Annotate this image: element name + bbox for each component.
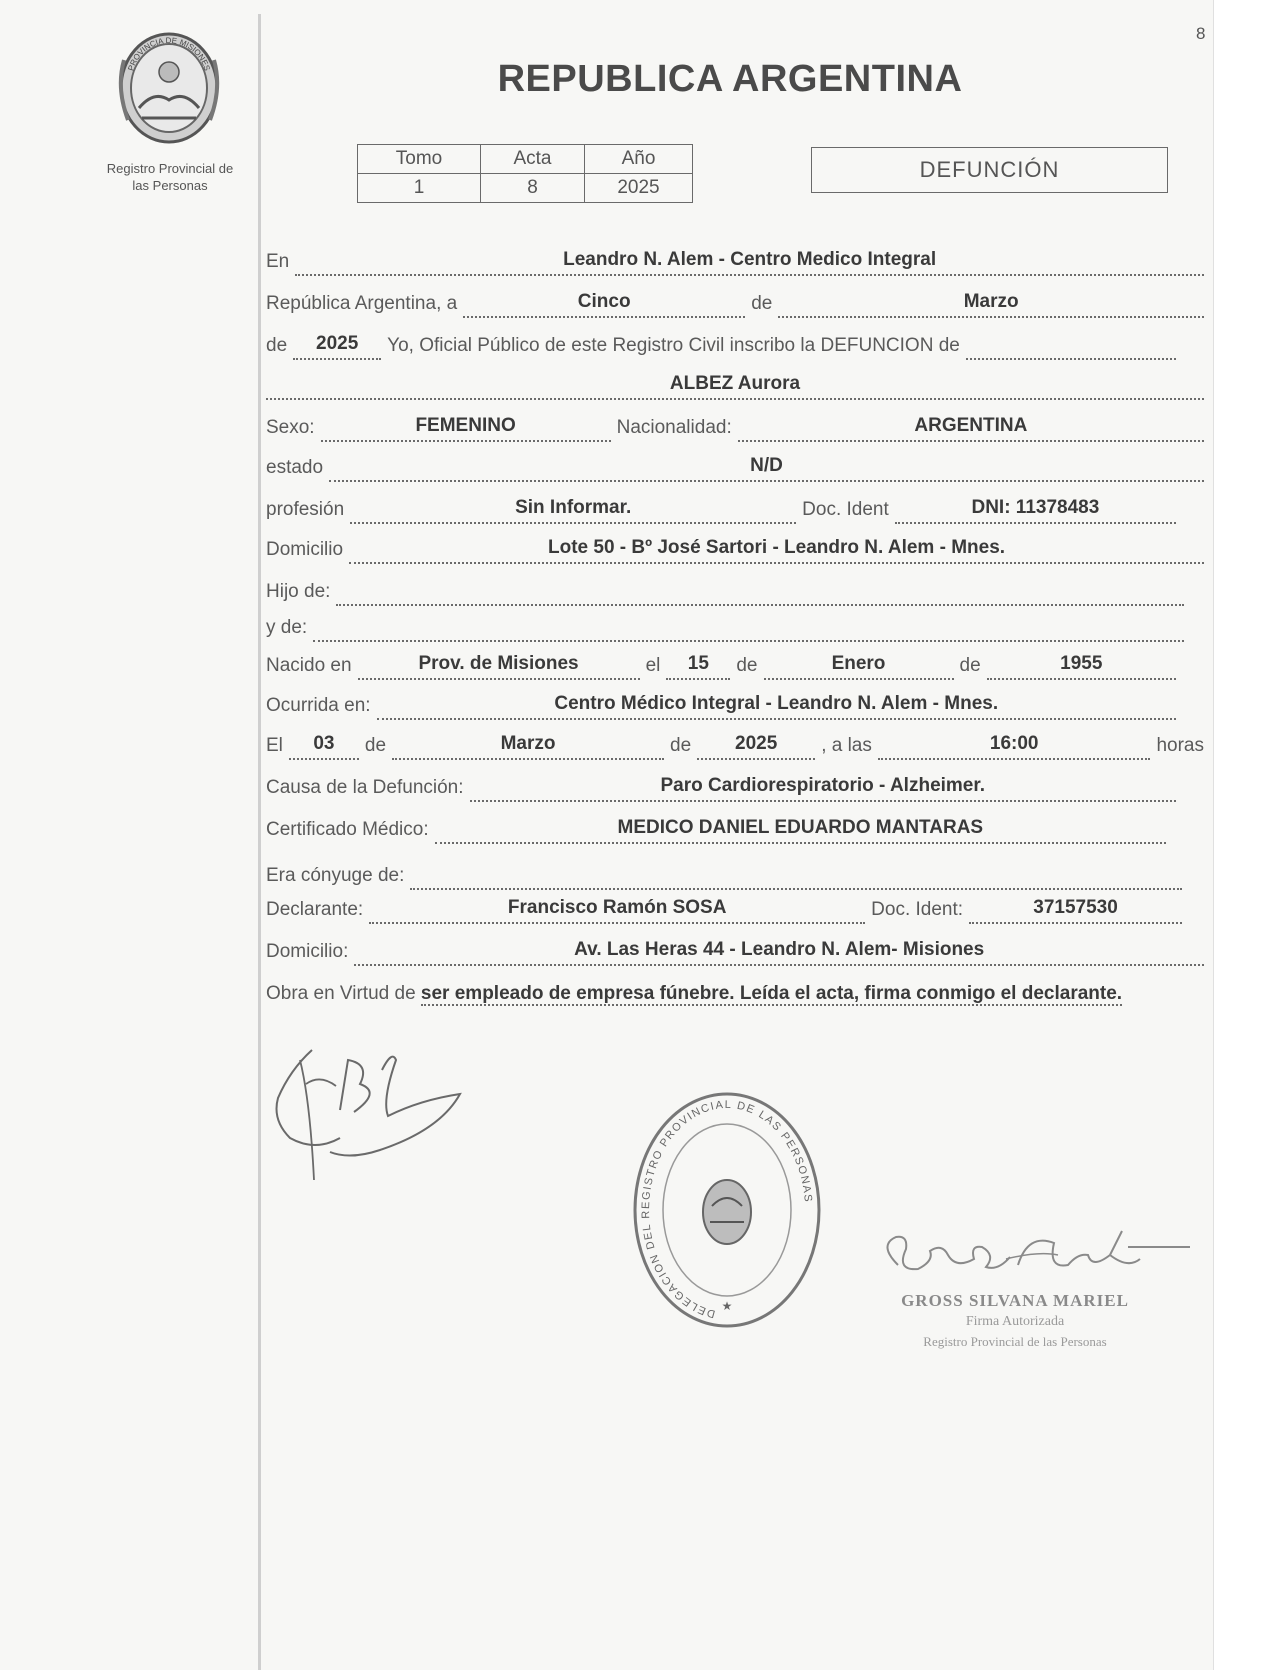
line-spouse (266, 860, 1188, 890)
registry-label-line2: las Personas (132, 178, 208, 193)
status-field: N/D (329, 455, 1204, 482)
sex-field: FEMENINO (321, 415, 611, 442)
official-stamp (632, 1090, 822, 1330)
de-label: de (751, 293, 773, 314)
declarant-address-field: Av. Las Heras 44 - Leandro N. Alem- Misiones (354, 939, 1204, 966)
death-de1-label: de (364, 735, 387, 756)
page-title: REPUBLICA ARGENTINA (497, 58, 963, 100)
cause-label: Causa de la Defunción: (266, 777, 464, 798)
declarant-field: Francisco Ramón SOSA (369, 897, 865, 924)
birth-de1-label: de (736, 655, 758, 676)
official-name: GROSS SILVANA MARIEL (901, 1291, 1129, 1310)
svg-text:PROVINCIA DE MISIONES: PROVINCIA DE MISIONES (126, 35, 212, 72)
provincial-seal-logo (114, 30, 224, 146)
birth-year-field: 1955 (987, 653, 1176, 680)
birth-de2-label: de (959, 655, 981, 676)
declarant-address-label: Domicilio: (266, 941, 349, 962)
svg-text:★: ★ (721, 1299, 733, 1313)
line-parent1 (266, 576, 1190, 606)
spouse-field (410, 885, 1182, 890)
deceased-name-field: ALBEZ Aurora (266, 373, 1204, 400)
doc-label: Doc. Ident (802, 499, 889, 520)
official-role: Firma Autorizada (965, 1314, 1065, 1329)
doc-field: DNI: 11378483 (895, 497, 1176, 524)
acta-header: Acta (481, 145, 585, 174)
spouse-label: Era cónyuge de: (266, 865, 405, 886)
line-birth (266, 650, 1182, 680)
acta-value: 8 (481, 174, 585, 203)
year-field: 2025 (293, 333, 381, 360)
document-type-box: DEFUNCIÓN (811, 147, 1168, 193)
tomo-header: Tomo (358, 145, 481, 174)
page-number: 8 (1196, 24, 1206, 43)
line-sex-nationality (266, 412, 1210, 442)
line-parent2 (266, 612, 1190, 642)
place-field: Leandro N. Alem - Centro Medico Integral (295, 249, 1204, 276)
declarant-doc-field: 37157530 (969, 897, 1182, 924)
hours-label: horas (1156, 735, 1204, 756)
obra-paragraph (266, 980, 1210, 1007)
official-registry: Registro Provincial de las Personas (923, 1334, 1107, 1349)
birth-month-field: Enero (764, 653, 954, 680)
profession-field: Sin Informar. (350, 497, 796, 524)
line-cause (266, 772, 1182, 802)
death-year-field: 2025 (697, 733, 815, 760)
death-de2-label: de (670, 735, 692, 756)
en-label: En (266, 251, 290, 272)
anio-header: Año (585, 145, 693, 174)
registry-label-line1: Registro Provincial de (106, 161, 234, 176)
line-occurred (266, 690, 1182, 720)
nationality-label: Nacionalidad: (616, 417, 732, 438)
el2-label: El (266, 735, 283, 756)
obra-label: Obra en Virtud de (266, 983, 416, 1004)
birth-day-field: 15 (666, 653, 730, 680)
line-address (266, 534, 1210, 564)
line-date (266, 288, 1210, 318)
address-label: Domicilio (266, 539, 344, 560)
nationality-field: ARGENTINA (738, 415, 1204, 442)
registry-table (357, 144, 693, 203)
profession-label: profesión (266, 499, 345, 520)
sex-label: Sexo: (266, 417, 315, 438)
day-field: Cinco (463, 291, 745, 318)
line-place (266, 246, 1210, 276)
obra-field: ser empleado de empresa fúnebre. Leída el acta, firma conmigo el declarante. (420, 983, 1123, 1004)
certificate-field: MEDICO DANIEL EDUARDO MANTARAS (435, 817, 1166, 844)
parent2-field (313, 637, 1184, 642)
official-signature (878, 1225, 1198, 1295)
line-declarant-address (266, 936, 1210, 966)
born-in-label: Nacido en (266, 655, 352, 676)
and-of-label: y de: (266, 617, 308, 638)
line-year-officer (266, 330, 1182, 360)
parent1-field (336, 601, 1184, 606)
death-day-field: 03 (289, 733, 359, 760)
occurred-label: Ocurrida en: (266, 695, 371, 716)
officer-trailing-field (966, 355, 1176, 360)
death-month-field: Marzo (392, 733, 664, 760)
line-profession-doc (266, 494, 1182, 524)
address-field: Lote 50 - Bº José Sartori - Leandro N. Alem - Mnes. (349, 537, 1204, 564)
svg-text:DELEGACION DEL REGISTRO PROVIN: DELEGACION DEL REGISTRO PROVINCIAL DE LAS PERSONAS (639, 1098, 814, 1320)
de-year-label: de (266, 335, 288, 356)
occurred-field: Centro Médico Integral - Leandro N. Alem - Mnes. (377, 693, 1176, 720)
at-label: , a las (821, 735, 872, 756)
line-death-date (266, 730, 1210, 760)
birth-place-field: Prov. de Misiones (358, 653, 640, 680)
declarant-signature (270, 1040, 470, 1200)
line-name (266, 370, 1210, 400)
month-field: Marzo (778, 291, 1204, 318)
declarant-label: Declarante: (266, 899, 364, 920)
death-time-field: 16:00 (878, 733, 1151, 760)
line-status (266, 452, 1210, 482)
republica-label: República Argentina, a (266, 293, 458, 314)
line-declarant (266, 894, 1188, 924)
el-label: el (645, 655, 661, 676)
anio-value: 2025 (585, 174, 693, 203)
tomo-value: 1 (358, 174, 481, 203)
certificate-label: Certificado Médico: (266, 819, 429, 840)
line-certificate (266, 814, 1172, 844)
status-label: estado (266, 457, 324, 478)
page-right-edge (1214, 0, 1282, 1670)
registry-label (86, 160, 254, 194)
officer-statement: Yo, Oficial Público de este Registro Civil inscribo la DEFUNCION de (387, 335, 960, 356)
child-of-label: Hijo de: (266, 581, 331, 602)
declarant-doc-label: Doc. Ident: (871, 899, 964, 920)
left-margin-line (258, 14, 261, 1670)
cause-field: Paro Cardiorespiratorio - Alzheimer. (470, 775, 1176, 802)
